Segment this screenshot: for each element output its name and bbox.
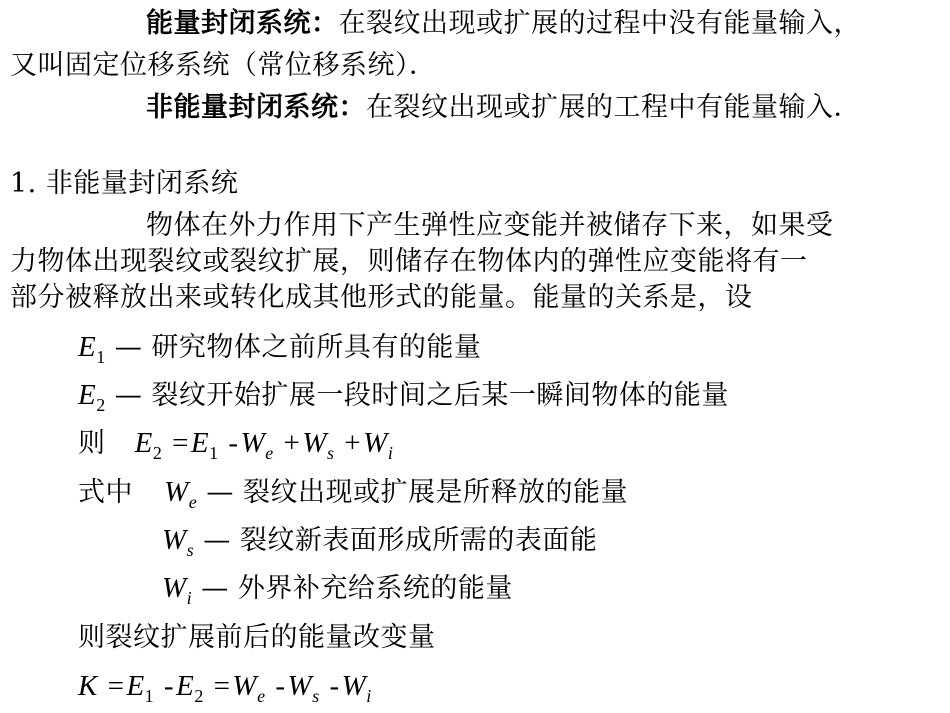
closed-system-continuation: 又叫固定位移系统（常位移系统）． xyxy=(10,50,437,81)
energy-equation-math: $E_2 =E_1$ $-W_e +W_s +W_i$ xyxy=(134,427,394,463)
paragraph-line-3: 部分被释放出来或转化成其他形式的能量。能量的关系是，设 xyxy=(10,282,753,313)
ws-definition xyxy=(162,522,597,559)
e2-definition xyxy=(78,377,729,414)
e1-description: — 研究物体之前所具有的能量 xyxy=(114,332,482,363)
ws-symbol: $W_s$ xyxy=(162,524,195,560)
ze-label: 则 xyxy=(78,428,106,459)
closed-system-description: 在裂纹出现或扩展的过程中没有能量输入， xyxy=(338,8,861,39)
open-system-term: 非能量封闭系统： xyxy=(146,92,366,123)
we-symbol: $W_e$ xyxy=(164,476,198,512)
e1-symbol: $E_1$ xyxy=(78,331,106,367)
shizhong-label: 式中 xyxy=(78,477,133,508)
we-definition xyxy=(78,474,628,511)
wi-symbol: $W_i$ xyxy=(162,572,193,608)
e2-symbol: $E_2$ xyxy=(78,379,106,415)
energy-equation xyxy=(78,425,393,462)
wi-description: — 外界补充给系统的能量 xyxy=(201,573,513,604)
e1-definition xyxy=(78,329,481,366)
open-system-definition xyxy=(146,90,861,126)
we-description: — 裂纹出现或扩展是所释放的能量 xyxy=(206,477,628,508)
wi-definition xyxy=(162,570,513,607)
energy-change-math: $K =E_1$ $-E_2 =W_e$ $-W_s$ $-W_i$ xyxy=(78,670,372,706)
closed-system-definition xyxy=(146,6,861,42)
paragraph-line-2: 力物体出现裂纹或裂纹扩展，则储存在物体内的弹性应变能将有一 xyxy=(10,246,808,277)
closed-system-term: 能量封闭系统： xyxy=(146,8,339,39)
energy-change-equation xyxy=(78,668,372,705)
energy-change-intro: 则裂纹扩展前后的能量改变量 xyxy=(78,622,436,653)
paragraph-line-1: 物体在外力作用下产生弹性应变能并被储存下来，如果受 xyxy=(146,210,834,241)
open-system-description: 在裂纹出现或扩展的工程中有能量输入． xyxy=(366,92,861,123)
e2-description: — 裂纹开始扩展一段时间之后某一瞬间物体的能量 xyxy=(114,380,729,411)
ws-description: — 裂纹新表面形成所需的表面能 xyxy=(203,525,598,556)
section-heading: 1. 非能量封闭系统 xyxy=(10,168,239,199)
